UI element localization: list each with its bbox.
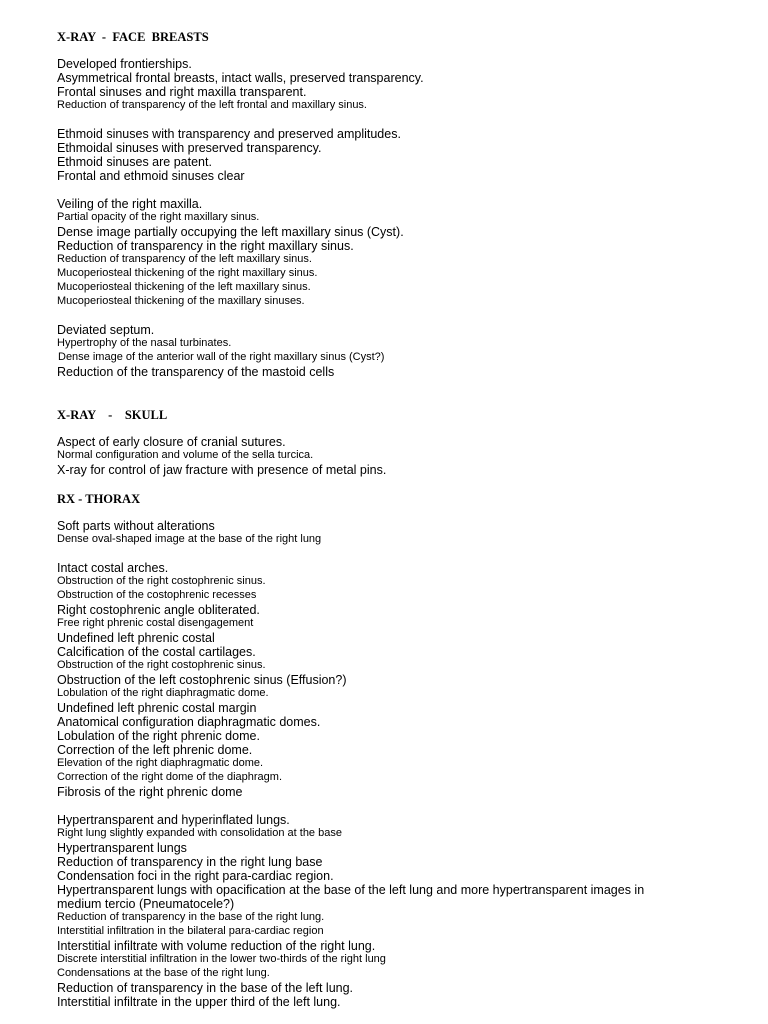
text-line: Frontal sinuses and right maxilla transparent. [57, 85, 307, 99]
text-line: Dense oval-shaped image at the base of the right lung [57, 533, 322, 545]
text-line: Interstitial infiltrate with volume reduction of the right lung. [57, 939, 376, 953]
text-line: Fibrosis of the right phrenic dome [57, 785, 243, 799]
text-line: Reduction of transparency of the left maxillary sinus. [57, 253, 312, 265]
text-line: Interstitial infiltration in the bilateral para-cardiac region [57, 925, 324, 937]
text-line: Obstruction of the right costophrenic sinus. [57, 575, 266, 587]
text-line: Normal configuration and volume of the sella turcica. [57, 449, 314, 461]
text-line: Hypertransparent and hyperinflated lungs. [57, 813, 290, 827]
text-line: Reduction of transparency in the base of the left lung. [57, 981, 354, 995]
text-line: Undefined left phrenic costal margin [57, 701, 257, 715]
text-line: Free right phrenic costal disengagement [57, 617, 254, 629]
text-line: Hypertransparent lungs with opacification at the base of the left lung and more hypertransparent images in medium tercio (Pneumatocele?) [57, 883, 645, 911]
text-line: Intact costal arches. [57, 561, 169, 575]
text-line: Reduction of transparency of the left frontal and maxillary sinus. [57, 99, 367, 111]
text-line: Mucoperiosteal thickening of the left maxillary sinus. [57, 281, 311, 293]
text-line: Correction of the left phrenic dome. [57, 743, 253, 757]
text-line: Mucoperiosteal thickening of the maxillary sinuses. [57, 295, 305, 307]
text-line: Hypertransparent lungs [57, 841, 187, 855]
text-line: Elevation of the right diaphragmatic dome. [57, 757, 264, 769]
text-line: Frontal and ethmoid sinuses clear [57, 169, 245, 183]
text-line: Partial opacity of the right maxillary sinus. [57, 211, 260, 223]
text-line: Anatomical configuration diaphragmatic domes. [57, 715, 321, 729]
text-line: Correction of the right dome of the diaphragm. [57, 771, 283, 783]
text-line: Discrete interstitial infiltration in the lower two-thirds of the right lung [57, 953, 386, 965]
text-line: Condensation foci in the right para-cardiac region. [57, 869, 334, 883]
text-line: Ethmoidal sinuses with preserved transparency. [57, 141, 322, 155]
section-heading-face: X-RAY - FACE BREASTS [57, 30, 209, 44]
text-line: Asymmetrical frontal breasts, intact walls, preserved transparency. [57, 71, 424, 85]
text-line: Calcification of the costal cartilages. [57, 645, 256, 659]
text-line: Ethmoid sinuses with transparency and preserved amplitudes. [57, 127, 401, 141]
text-line: Obstruction of the costophrenic recesses [57, 589, 257, 601]
text-line: Undefined left phrenic costal [57, 631, 215, 645]
text-line: Reduction of the transparency of the mastoid cells [57, 365, 335, 379]
text-line: Interstitial infiltrate in the upper third of the left lung. [57, 995, 341, 1009]
text-line: Right lung slightly expanded with consolidation at the base [57, 827, 342, 839]
text-line: Aspect of early closure of cranial sutures. [57, 435, 286, 449]
text-line: Right costophrenic angle obliterated. [57, 603, 260, 617]
text-line: Lobulation of the right diaphragmatic dome. [57, 687, 269, 699]
text-line: Reduction of transparency in the base of the right lung. [57, 911, 325, 923]
text-line: Reduction of transparency in the right maxillary sinus. [57, 239, 354, 253]
text-line: Veiling of the right maxilla. [57, 197, 203, 211]
text-line: Ethmoid sinuses are patent. [57, 155, 212, 169]
text-line: Soft parts without alterations [57, 519, 215, 533]
text-line: Developed frontierships. [57, 57, 192, 71]
text-line: Obstruction of the right costophrenic sinus. [57, 659, 266, 671]
text-line: Mucoperiosteal thickening of the right maxillary sinus. [57, 267, 318, 279]
text-line: X-ray for control of jaw fracture with presence of metal pins. [57, 463, 387, 477]
section-heading-skull: X-RAY - SKULL [57, 408, 168, 422]
text-line: Condensations at the base of the right lung. [57, 967, 270, 979]
text-line: Deviated septum. [57, 323, 155, 337]
text-line: Reduction of transparency in the right lung base [57, 855, 323, 869]
text-line: Lobulation of the right phrenic dome. [57, 729, 260, 743]
text-line: Obstruction of the left costophrenic sinus (Effusion?) [57, 673, 347, 687]
text-line: Dense image partially occupying the left maxillary sinus (Cyst). [57, 225, 404, 239]
text-line: Dense image of the anterior wall of the right maxillary sinus (Cyst?) [58, 351, 385, 363]
section-heading-thorax: RX - THORAX [57, 492, 141, 506]
text-line: Hypertrophy of the nasal turbinates. [57, 337, 232, 349]
